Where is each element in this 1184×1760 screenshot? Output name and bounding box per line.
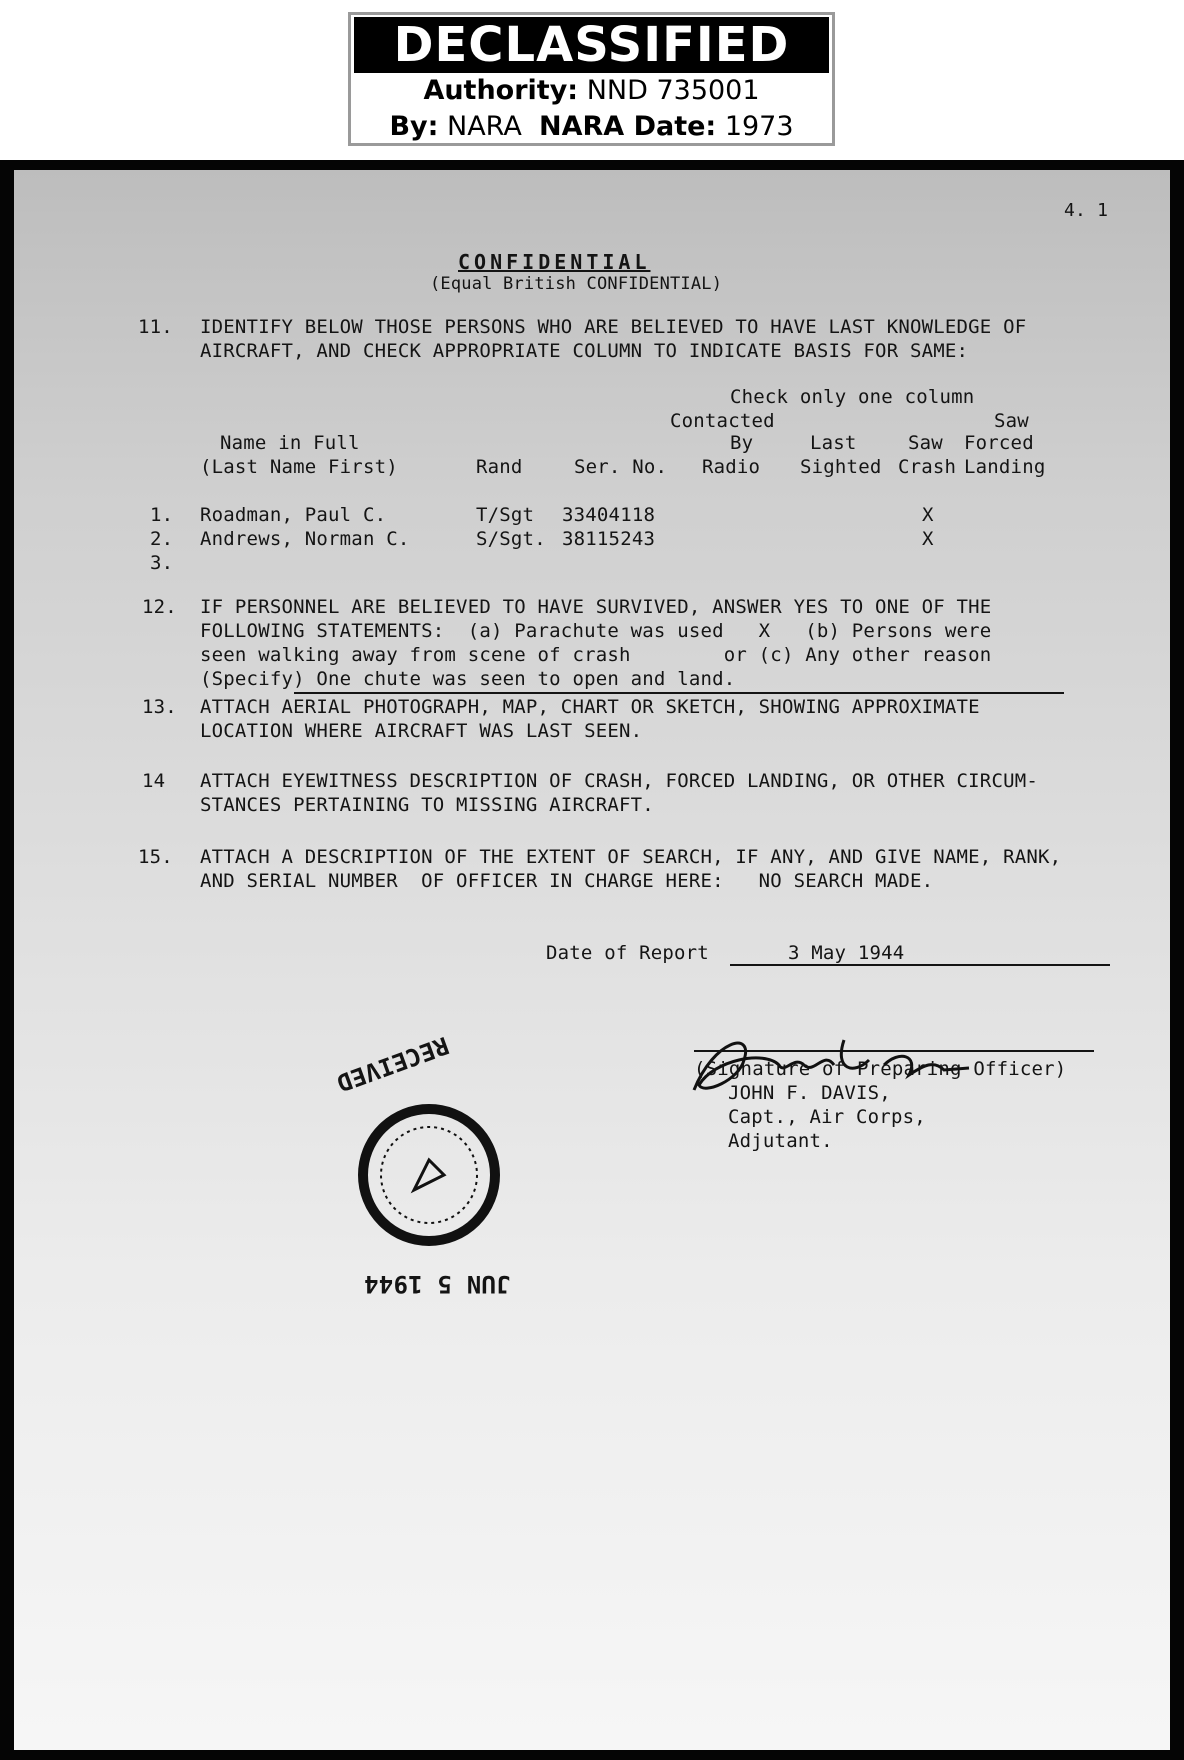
page-mark: 4. 1: [1064, 200, 1109, 221]
declassified-banner: [348, 12, 835, 146]
by-line: [351, 109, 832, 145]
authority-value: NND 735001: [586, 75, 760, 106]
row-2-name: Andrews, Norman C.: [200, 528, 410, 550]
item-12-line-2: FOLLOWING STATEMENTS: (a) Parachute was used X (b) Persons were: [200, 620, 992, 642]
header-forced-3: Landing: [964, 456, 1046, 478]
received-text: RECEIVED: [332, 1030, 453, 1098]
item-13-line-1: ATTACH AERIAL PHOTOGRAPH, MAP, CHART OR SKETCH, SHOWING APPROXIMATE: [200, 696, 980, 718]
item-15-line-1: ATTACH A DESCRIPTION OF THE EXTENT OF SEARCH, IF ANY, AND GIVE NAME, RANK,: [200, 846, 1062, 868]
item-14-line-2: STANCES PERTAINING TO MISSING AIRCRAFT.: [200, 794, 654, 816]
classification-heading: CONFIDENTIAL: [458, 250, 651, 274]
banner-title: DECLASSIFIED: [354, 17, 829, 73]
document-page: [14, 170, 1170, 1750]
specify-underline: [294, 692, 1064, 694]
header-forced-2: Forced: [964, 432, 1034, 454]
item-11-line-1: IDENTIFY BELOW THOSE PERSONS WHO ARE BELIEVED TO HAVE LAST KNOWLEDGE OF: [200, 316, 1027, 338]
check-only-note: Check only one column: [730, 386, 975, 408]
by-value: NARA: [447, 111, 522, 142]
item-15-number: 15.: [138, 846, 173, 868]
row-1-serial: 33404118: [562, 504, 656, 526]
date-of-report-value: 3 May 1944: [788, 942, 905, 964]
item-12-line-1: IF PERSONNEL ARE BELIEVED TO HAVE SURVIVED, ANSWER YES TO ONE OF THE: [200, 596, 992, 618]
received-stamp: [332, 1030, 554, 1370]
officer-title: Adjutant.: [728, 1130, 833, 1152]
clock-dial-icon: [354, 1100, 504, 1250]
item-14-line-1: ATTACH EYEWITNESS DESCRIPTION OF CRASH, FORCED LANDING, OR OTHER CIRCUM-: [200, 770, 1039, 792]
authority-line: [351, 73, 832, 109]
item-12-line-4: (Specify) One chute was seen to open and land.: [200, 668, 736, 690]
item-11-line-2: AIRCRAFT, AND CHECK APPROPRIATE COLUMN TO INDICATE BASIS FOR SAME:: [200, 340, 969, 362]
header-crash-2: Crash: [898, 456, 957, 478]
row-1-saw-crash: X: [922, 504, 934, 526]
item-13-line-2: LOCATION WHERE AIRCRAFT WAS LAST SEEN.: [200, 720, 643, 742]
header-radio-1: Contacted: [670, 410, 775, 432]
header-radio-2: By: [730, 432, 754, 454]
scanned-document: [0, 160, 1184, 1760]
row-1-rank: T/Sgt: [476, 504, 535, 526]
header-forced-1: Saw: [994, 410, 1029, 432]
header-serial: Ser. No.: [574, 456, 668, 478]
by-label: By:: [389, 111, 439, 142]
header-crash-1: Saw: [908, 432, 943, 454]
date-of-report-label: Date of Report: [546, 942, 709, 964]
header-radio-3: Radio: [702, 456, 761, 478]
signature-label: (Signature of Preparing Officer): [694, 1058, 1067, 1080]
item-14-number: 14: [142, 770, 166, 792]
header-name-2: (Last Name First): [200, 456, 398, 478]
item-12-number: 12.: [142, 596, 177, 618]
item-13-number: 13.: [142, 696, 177, 718]
stamp-date: JUN 5 1944: [364, 1270, 511, 1298]
row-2-serial: 38115243: [562, 528, 656, 550]
row-2-number: 2.: [150, 528, 174, 550]
row-2-saw-crash: X: [922, 528, 934, 550]
item-15-line-2: AND SERIAL NUMBER OF OFFICER IN CHARGE HERE: NO SEARCH MADE.: [200, 870, 934, 892]
officer-rank: Capt., Air Corps,: [728, 1106, 926, 1128]
date-underline: [730, 964, 1110, 966]
classification-subheading: (Equal British CONFIDENTIAL): [430, 274, 723, 294]
header-sighted-2: Sighted: [800, 456, 882, 478]
signature-line: [694, 1050, 1094, 1052]
header-name-1: Name in Full: [220, 432, 360, 454]
nara-date-value: 1973: [724, 111, 794, 142]
nara-date-label: NARA Date:: [539, 111, 717, 142]
authority-label: Authority:: [423, 75, 579, 106]
header-sighted-1: Last: [810, 432, 857, 454]
row-1-name: Roadman, Paul C.: [200, 504, 387, 526]
item-12-line-3: seen walking away from scene of crash or (c) Any other reason: [200, 644, 992, 666]
item-11-number: 11.: [138, 316, 173, 338]
row-3-number: 3.: [150, 552, 174, 574]
row-1-number: 1.: [150, 504, 174, 526]
header-rank: Rand: [476, 456, 523, 478]
row-2-rank: S/Sgt.: [476, 528, 546, 550]
officer-name: JOHN F. DAVIS,: [728, 1082, 891, 1104]
